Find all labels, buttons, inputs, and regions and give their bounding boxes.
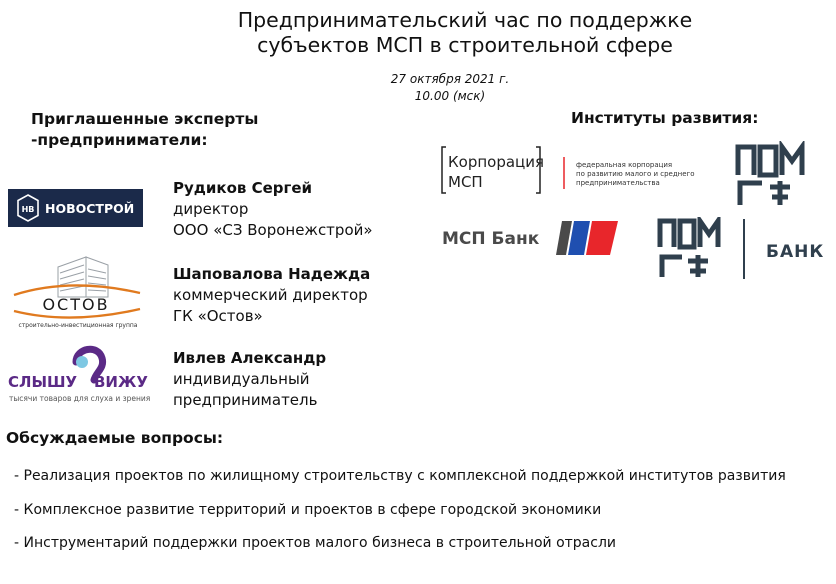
slyshu-vizhu-logo <box>6 340 151 404</box>
korporaciya-line-1: Корпорация <box>448 153 545 171</box>
korporaciya-desc-3: предпринимательства <box>576 179 660 187</box>
korporaciya-desc-2: по развитию малого и среднего <box>576 170 695 178</box>
novostroy-mark: НВ <box>21 205 35 214</box>
expert-2-role-2: ГК «Остов» <box>173 307 263 325</box>
korporaciya-msp-logo <box>440 143 710 199</box>
korporaciya-line-2: МСП <box>448 173 483 191</box>
novostroy-logo-graphic <box>8 189 143 227</box>
expert-3 <box>173 348 326 411</box>
ostov-tagline: строительно-инвестиционная группа <box>18 322 138 329</box>
time-text: 10.00 (мск) <box>414 89 486 103</box>
dom-rf-line-1: ДОМ <box>734 141 737 142</box>
msp-bank-graphic <box>440 219 622 259</box>
issue-item-1: - Реализация проектов по жилищному строительству с комплексной поддержкой институтов развития <box>14 468 786 484</box>
novostroy-text: НОВОСТРОЙ <box>45 201 135 216</box>
ostov-text: ОСТОВ <box>42 295 110 314</box>
expert-3-role-2: предприниматель <box>173 391 318 409</box>
korporaciya-desc-1: федеральная корпорация <box>576 161 673 169</box>
experts-heading <box>31 109 258 151</box>
ostov-logo-graphic <box>8 253 148 331</box>
expert-1-name: Рудиков Сергей <box>173 179 313 197</box>
title-line-2: субъектов МСП в строительной сфере <box>257 33 673 57</box>
expert-1 <box>173 178 373 241</box>
slyshu-tagline: тысячи товаров для слуха и зрения <box>9 394 151 403</box>
expert-2 <box>173 264 370 327</box>
date-text: 27 октября 2021 г. <box>390 72 510 86</box>
expert-1-role-1: директор <box>173 200 249 218</box>
msp-bank-text: МСП Банк <box>442 229 540 249</box>
expert-3-role-1: индивидуальный <box>173 370 310 388</box>
dom-rf-bank-graphic <box>656 217 834 283</box>
experts-heading-line-2: -предприниматели: <box>31 131 208 149</box>
expert-2-name: Шаповалова Надежда <box>173 265 371 283</box>
page-title <box>180 8 750 58</box>
expert-1-role-2: ООО «СЗ Воронежстрой» <box>173 221 373 239</box>
dom-rf-bank-logo <box>656 217 834 283</box>
expert-2-role-1: коммерческий директор <box>173 286 368 304</box>
experts-heading-line-1: Приглашенные эксперты <box>31 110 259 128</box>
dom-rf-bank-text: БАНК <box>766 242 825 262</box>
event-date <box>330 71 570 105</box>
title-line-1: Предпринимательский час по поддержке <box>237 8 693 32</box>
korporaciya-msp-graphic <box>440 143 710 199</box>
novostroy-logo <box>8 189 143 227</box>
institutes-heading: Институты развития: <box>571 109 759 127</box>
expert-3-name: Ивлев Александр <box>173 349 327 367</box>
dom-rf-graphic <box>734 141 806 211</box>
ostov-logo <box>8 253 148 331</box>
slyshu-vizhu-graphic <box>6 340 151 404</box>
msp-bank-logo <box>440 219 622 259</box>
slyshu-word-2: ВИЖУ <box>94 373 148 391</box>
issue-item-3: - Инструментарий поддержки проектов малого бизнеса в строительной отрасли <box>14 535 617 551</box>
issues-heading: Обсуждаемые вопросы: <box>6 429 224 447</box>
dom-rf-logo <box>734 141 806 211</box>
slyshu-word-1: СЛЫШУ <box>8 373 78 391</box>
issue-item-2: - Комплексное развитие территорий и проектов в сфере городской экономики <box>14 502 602 518</box>
